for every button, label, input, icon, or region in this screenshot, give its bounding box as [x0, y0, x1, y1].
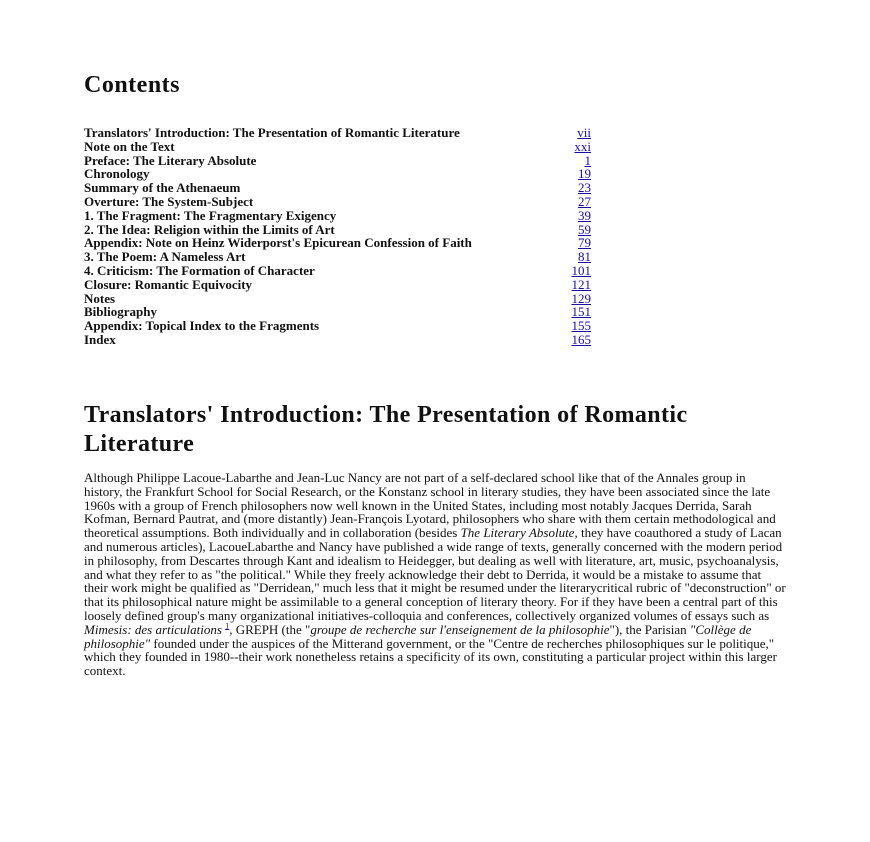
- toc-page-link[interactable]: 155: [571, 318, 591, 334]
- toc-page-link[interactable]: 1: [584, 152, 591, 168]
- toc-title: Closure: Romantic Equivocity: [84, 276, 253, 292]
- toc-page-link[interactable]: 121: [571, 276, 591, 292]
- intro-heading: Translators' Introduction: The Presentation of Romantic Literature: [84, 402, 688, 457]
- toc-title: Chronology: [84, 166, 150, 182]
- toc-page-link[interactable]: 27: [578, 193, 591, 209]
- toc-page-link[interactable]: 79: [578, 235, 591, 251]
- toc-page-link[interactable]: 59: [578, 221, 591, 237]
- book-title: The Literary Absolute: [460, 525, 575, 541]
- contents-heading: Contents: [84, 72, 181, 98]
- toc-page-link[interactable]: 129: [571, 290, 591, 306]
- toc-page-link[interactable]: 101: [571, 262, 591, 278]
- toc-title: Translators' Introduction: The Presentation of Romantic Literature: [84, 125, 460, 140]
- intro-text: Although Philippe Lacoue-Labarthe and Jean-Luc Nancy are not part of a self-declared school like that of the Annales group in history, the Frankfurt School for Social Research, or the Konstanz school in literary studies, they have been associated since the late 1960s with a group of French philosophers now well known in the United States, including most notably Jacques Derrida, Sarah Kofman, Bernard Pautrat, and (more distantly) Jean-François Lyotard, philosophers who share with them certain methodological and theoretical assumptions. Both individually and in collaboration (besides: [84, 470, 776, 541]
- toc-title: Notes: [84, 290, 116, 306]
- toc-row: [84, 278, 594, 292]
- toc-page-link[interactable]: 23: [578, 180, 591, 196]
- toc-row: [84, 292, 594, 306]
- toc-row: [84, 167, 594, 181]
- toc-row: [84, 195, 594, 209]
- toc-row: [84, 333, 594, 347]
- intro-paragraph: [84, 471, 786, 678]
- toc-title: Bibliography: [84, 304, 157, 320]
- greph-name: groupe de recherche sur l'enseignement de la philosophie: [310, 621, 610, 637]
- toc-row: [84, 154, 594, 168]
- toc-title: 4. Criticism: The Formation of Character: [84, 262, 315, 278]
- footnote-link[interactable]: 1: [225, 621, 230, 631]
- toc-row: [84, 223, 594, 237]
- toc-page-link[interactable]: 39: [578, 207, 591, 223]
- toc-page-link[interactable]: 81: [578, 249, 591, 265]
- toc-page-link[interactable]: 165: [571, 331, 591, 347]
- toc-title: Index: [84, 331, 116, 347]
- toc-row: [84, 264, 594, 278]
- toc-title: 1. The Fragment: The Fragmentary Exigency: [84, 207, 337, 223]
- toc-row: [84, 236, 594, 250]
- table-of-contents: [84, 126, 594, 347]
- toc-title: 2. The Idea: Religion within the Limits of Art: [84, 221, 335, 237]
- toc-row: [84, 305, 594, 319]
- toc-title: Summary of the Athenaeum: [84, 180, 241, 196]
- toc-title: Preface: The Literary Absolute: [84, 152, 257, 168]
- toc-title: Appendix: Note on Heinz Widerporst's Epicurean Confession of Faith: [84, 235, 472, 251]
- intro-text: "), the Parisian: [609, 621, 690, 637]
- college-name: "Collège de philosophie": [84, 621, 752, 651]
- toc-page-link[interactable]: vii: [577, 125, 591, 140]
- toc-row: [84, 319, 594, 333]
- toc-row: [84, 126, 594, 140]
- intro-text: , they have coauthored a study of Lacan and numerous articles), LacoueLabarthe and Nancy have published a wide range of texts, generally concerned with the modern period in philosophy, from Descartes through Kant and idealism to Heidegger, but dealing as well with literature, art, music, psychoanalysis, and what they refer to as "the political." While they freely acknowledge their debt to Derrida, it would be a mistake to assume that their work might be qualified as "Derridean," much less that it might be resumed under the literarycritical rubric of "deconstruction" or that its philosophical nature might be assimilable to a general conception of literary theory. For if they have been a central part of this loosely defined group's many organizational initiatives-colloquia and conferences, collectively organized volumes of essays such as: [84, 525, 786, 623]
- intro-text: founded under the auspices of the Mitterand government, or the "Centre de recherches philosophiques sur le politique," which they founded in 1980--their work nonetheless retains a specificity of its own, constituting a particular project within this larger context.: [84, 635, 777, 679]
- toc-title: Appendix: Topical Index to the Fragments: [84, 318, 320, 334]
- toc-page-link[interactable]: 151: [571, 304, 591, 320]
- toc-row: [84, 140, 594, 154]
- toc-row: [84, 209, 594, 223]
- toc-page-link[interactable]: 19: [578, 166, 591, 182]
- toc-title: Note on the Text: [84, 138, 175, 154]
- toc-title: Overture: The System-Subject: [84, 193, 254, 209]
- toc-page-link[interactable]: xxi: [574, 138, 591, 154]
- toc-row: [84, 250, 594, 264]
- mimesis-title: Mimesis: des articulations: [84, 621, 222, 637]
- toc-title: 3. The Poem: A Nameless Art: [84, 249, 246, 265]
- toc-row: [84, 181, 594, 195]
- intro-text: , GREPH (the ": [229, 621, 311, 637]
